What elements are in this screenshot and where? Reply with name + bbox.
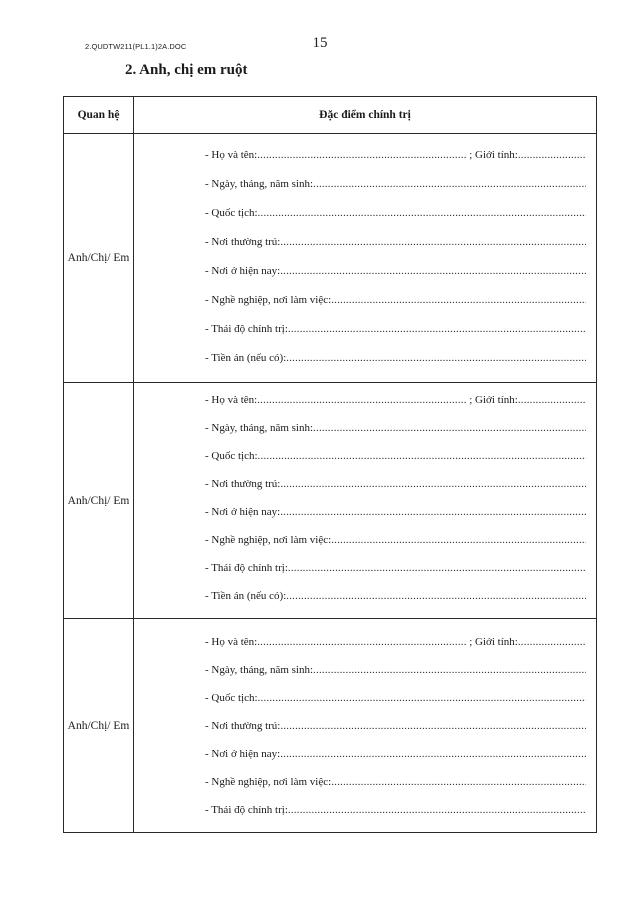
name-label: - Họ và tên: [205,636,258,648]
nationality-label: - Quốc tịch: [205,450,258,462]
permanent-residence-label: - Nơi thường trú: [205,236,281,248]
dob-field[interactable] [134,414,596,442]
relation-cell: Anh/Chị/ Em [64,619,134,833]
dob-blank[interactable] [313,414,586,442]
criminal-record-field[interactable] [134,344,596,373]
nationality-field[interactable] [134,199,596,228]
name-field[interactable] [134,141,596,170]
political-attitude-blank[interactable] [288,554,586,582]
occupation-blank[interactable] [331,526,586,554]
siblings-form-table [63,96,597,833]
section-title: 2. Anh, chị em ruột [125,62,248,78]
political-attitude-blank[interactable] [288,315,586,344]
gender-blank[interactable] [518,141,586,170]
name-label: - Họ và tên: [205,149,258,161]
gender-label: ; Giới tính: [469,636,518,648]
gender-label: ; Giới tính: [469,149,518,161]
nationality-label: - Quốc tịch: [205,692,258,704]
criminal-record-blank[interactable] [286,582,586,610]
permanent-residence-field[interactable] [134,228,596,257]
relation-cell: Anh/Chị/ Em [64,134,134,383]
name-field[interactable] [134,628,596,656]
gender-blank[interactable] [518,386,586,414]
political-attitude-label: - Thái độ chính trị: [205,323,288,335]
current-residence-field[interactable] [134,257,596,286]
gender-blank[interactable] [518,628,586,656]
political-attitude-field[interactable] [134,554,596,582]
current-residence-blank[interactable] [280,257,586,286]
nationality-label: - Quốc tịch: [205,207,258,219]
dob-blank[interactable] [313,170,586,199]
current-residence-label: - Nơi ở hiện nay: [205,506,281,518]
relation-cell: Anh/Chị/ Em [64,383,134,619]
current-residence-blank[interactable] [280,740,586,768]
occupation-blank[interactable] [331,286,586,315]
current-residence-label: - Nơi ở hiện nay: [205,748,281,760]
table-header-row [64,97,597,134]
political-attitude-label: - Thái độ chính trị: [205,562,288,574]
nationality-field[interactable] [134,442,596,470]
characteristics-cell [134,134,597,383]
permanent-residence-label: - Nơi thường trú: [205,720,281,732]
dob-field[interactable] [134,656,596,684]
gender-label: ; Giới tính: [469,394,518,406]
dob-label: - Ngày, tháng, năm sinh: [205,422,314,434]
nationality-field[interactable] [134,684,596,712]
page-number: 15 [312,35,328,51]
occupation-label: - Nghề nghiệp, nơi làm việc: [205,776,332,788]
criminal-record-label: - Tiền án (nếu có): [205,352,287,364]
permanent-residence-blank[interactable] [280,470,586,498]
criminal-record-label: - Tiền án (nếu có): [205,590,287,602]
name-label: - Họ và tên: [205,394,258,406]
dob-field[interactable] [134,170,596,199]
sibling-row [64,619,597,833]
permanent-residence-label: - Nơi thường trú: [205,478,281,490]
political-attitude-field[interactable] [134,796,596,824]
permanent-residence-blank[interactable] [280,712,586,740]
nationality-blank[interactable] [258,442,586,470]
occupation-field[interactable] [134,768,596,796]
name-blank[interactable] [257,628,467,656]
document-code: 2.QUDTW211(PL1.1)2A.DOC [85,42,187,51]
characteristics-cell [134,383,597,619]
current-residence-blank[interactable] [280,498,586,526]
permanent-residence-blank[interactable] [280,228,586,257]
nationality-blank[interactable] [258,199,586,228]
name-field[interactable] [134,386,596,414]
occupation-blank[interactable] [331,768,586,796]
dob-blank[interactable] [313,656,586,684]
occupation-label: - Nghề nghiệp, nơi làm việc: [205,294,332,306]
occupation-field[interactable] [134,286,596,315]
criminal-record-field[interactable] [134,582,596,610]
sibling-row [64,134,597,383]
current-residence-field[interactable] [134,498,596,526]
dob-label: - Ngày, tháng, năm sinh: [205,664,314,676]
name-blank[interactable] [257,141,467,170]
permanent-residence-field[interactable] [134,712,596,740]
political-attitude-label: - Thái độ chính trị: [205,804,288,816]
criminal-record-blank[interactable] [286,344,586,373]
nationality-blank[interactable] [258,684,586,712]
permanent-residence-field[interactable] [134,470,596,498]
political-attitude-blank[interactable] [288,796,586,824]
characteristics-cell [134,619,597,833]
current-residence-field[interactable] [134,740,596,768]
occupation-field[interactable] [134,526,596,554]
political-attitude-field[interactable] [134,315,596,344]
name-blank[interactable] [257,386,467,414]
column-header-relation: Quan hệ [64,97,134,134]
current-residence-label: - Nơi ở hiện nay: [205,265,281,277]
sibling-row [64,383,597,619]
occupation-label: - Nghề nghiệp, nơi làm việc: [205,534,332,546]
column-header-characteristics: Đặc điểm chính trị [134,97,597,134]
dob-label: - Ngày, tháng, năm sinh: [205,178,314,190]
